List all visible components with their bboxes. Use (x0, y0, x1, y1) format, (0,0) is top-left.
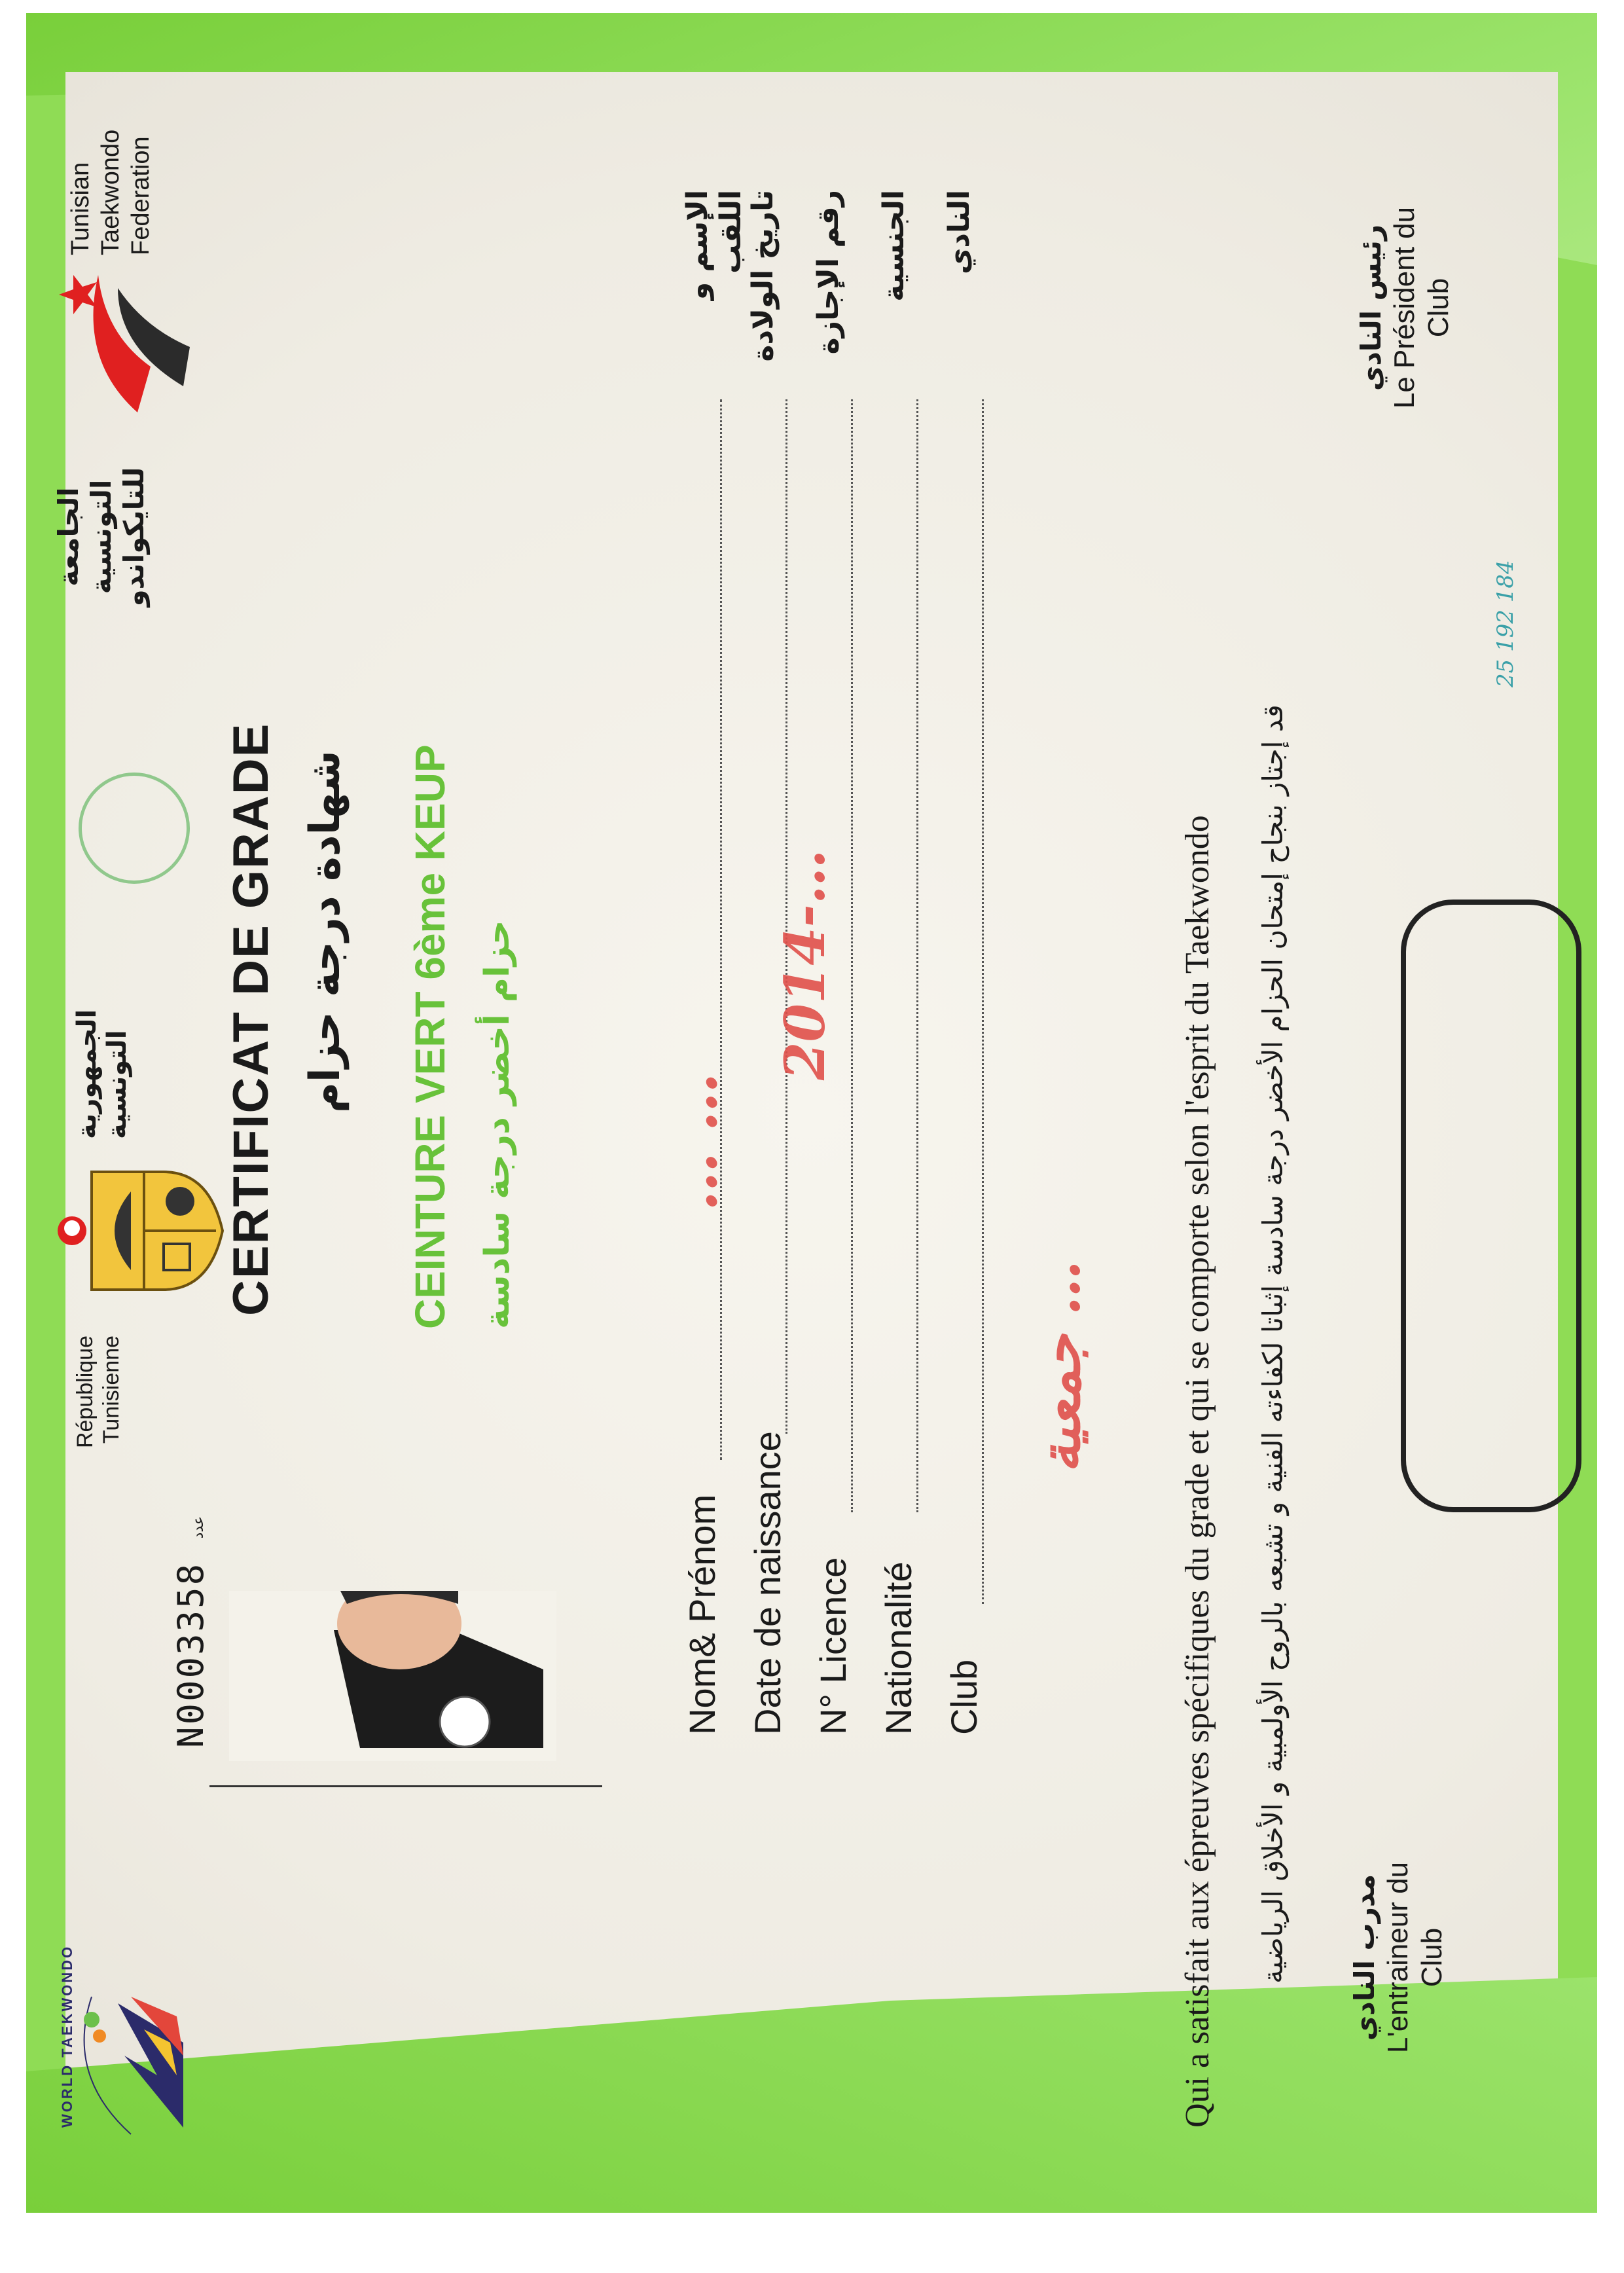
serial-number-label: عدد (190, 1516, 207, 1539)
field-licence-label-ar: رقم الإجازة (812, 190, 845, 355)
republic-block (46, 917, 242, 1506)
field-name-label: Nom& Prénom (681, 1494, 723, 1735)
field-club-label: Club (943, 1659, 984, 1735)
student-photo (229, 1591, 556, 1761)
coat-of-arms-icon (52, 1152, 229, 1309)
coach-signature-label: L'entraineur du Club (1382, 1861, 1448, 2054)
certificate-title-ar: شهادة درجة حزام (301, 750, 350, 1113)
field-nationality-line (916, 399, 918, 1512)
president-signature-label-ar: رئيس النادي (1355, 224, 1387, 391)
republic-fr: République Tunisienne (73, 1336, 124, 1449)
world-taekwondo-text: WORLD TAEKWONDO (59, 1944, 75, 2128)
field-licence-label: N° Licence (812, 1557, 854, 1735)
coach-signature-label-ar: مدرب النادي (1348, 1874, 1380, 2041)
statement-fr: Qui a satisfait aux épreuves spécifiques du grade et qui se comporte selon l'esprit du Taekwondo (1179, 815, 1216, 2128)
serial-number-value: N0003358 (170, 1561, 211, 1748)
club-stamp: 25 192 184 (1492, 560, 1519, 687)
field-club-line (982, 399, 984, 1604)
handwritten-club: جمعية … (1028, 1260, 1092, 1473)
handwritten-name: … … (661, 1072, 731, 1211)
field-nationality-label: Nationalité (878, 1561, 919, 1735)
field-club-label-ar: النادي (943, 190, 976, 274)
field-name-line (720, 399, 722, 1460)
stamp-box (1401, 900, 1581, 1512)
belt-grade: CEINTURE VERT 6ème KEUP (406, 744, 454, 1329)
serial-number (170, 1516, 211, 1748)
federation-ar: الجامعة التونسية للتايكواندو (52, 467, 150, 607)
field-birthdate-label-ar: تاريخ الولادة (746, 190, 780, 362)
certificate-title: CERTIFICAT DE GRADE (223, 722, 279, 1316)
president-signature-label: Le Président du Club (1388, 206, 1454, 409)
field-name-label-ar: الإسم و اللقب (681, 190, 748, 300)
handwritten-birthdate: 2014-… (772, 849, 837, 1080)
green-stamp-icon (79, 773, 190, 884)
federation-en: Tunisian Taekwondo Federation (67, 129, 154, 255)
field-nationality-label-ar: الجنسية (877, 190, 911, 302)
world-taekwondo-logo (52, 1944, 183, 2154)
field-licence-line (851, 399, 853, 1512)
federation-logo-icon (39, 262, 203, 426)
field-birthdate-label: Date de naissance (747, 1431, 788, 1735)
republic-ar: الجمهورية التونسية (72, 1009, 132, 1139)
belt-grade-ar: حزام أخضر درجة سادسة (478, 920, 517, 1329)
statement-ar: قد إجتاز بنجاح إمتحان الحزام الأخضر درجة سادسة إثباتا لكفاءته الفنية و تشبعه بالروح الأولمبية و الأخلاق الرياضية (1257, 704, 1289, 1984)
certificate-content (26, 33, 1571, 2193)
